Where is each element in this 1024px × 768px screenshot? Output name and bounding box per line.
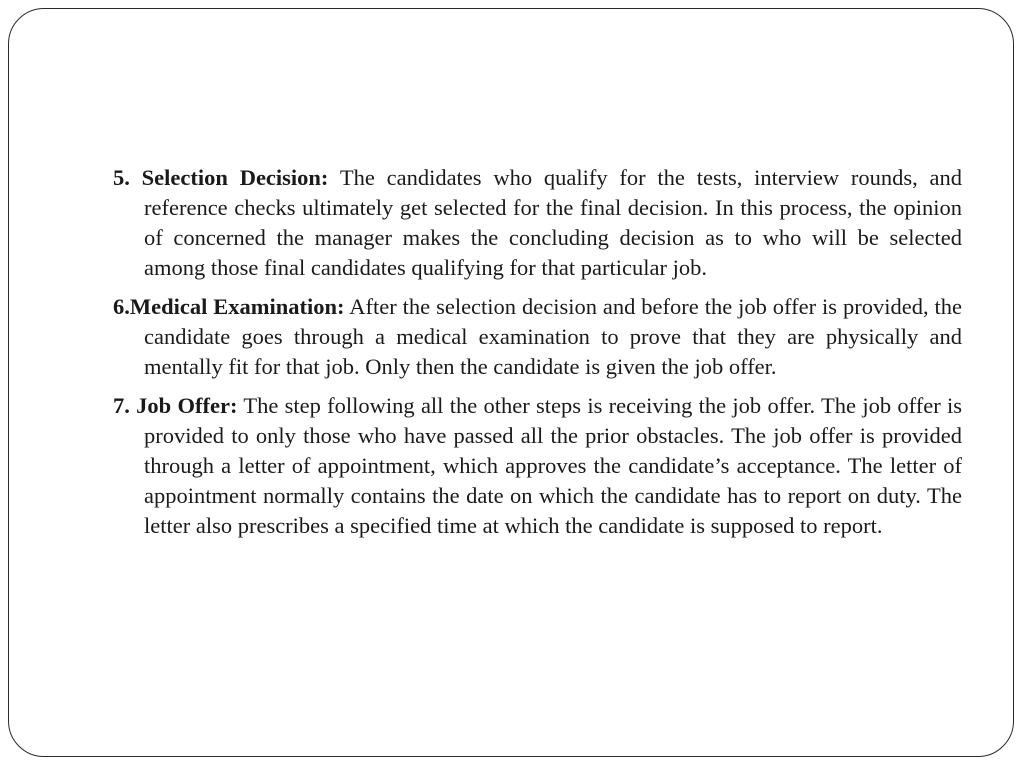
item-body: The candidates who qualify for the tests, interview rounds, and reference checks ultimately get selected for the final decision. In this process, the opinion of concerned the manager makes the concluding decision as to who will be selected among those final candidates qualifying for that particular job. [144, 165, 963, 280]
item-body: The step following all the other steps is receiving the job offer. The job offer is provided to only those who have passed all the prior obstacles. The job offer is provided through a letter of appointment, which approves the candidate’s acceptance. The letter of appointment normally contains the date on which the candidate has to report on duty. The letter also prescribes a specified time at which the candidate is supposed to report. [144, 393, 962, 538]
item-heading: Selection Decision: [141, 165, 329, 190]
slide-content [113, 163, 962, 550]
item-number: 6. [113, 294, 130, 319]
list-item-selection-decision [113, 163, 962, 283]
item-body: After the selection decision and before the job offer is provided, the candidate goes through a medical examination to prove that they are physically and mentally fit for that job. Only then the candidate is given the job offer. [144, 294, 962, 379]
item-number: 5. [113, 165, 130, 190]
item-heading: Job Offer: [136, 393, 238, 418]
item-number: 7. [113, 393, 130, 418]
item-heading: Medical Examination: [129, 294, 345, 319]
list-item-job-offer [113, 391, 962, 541]
list-item-medical-examination [113, 292, 962, 382]
